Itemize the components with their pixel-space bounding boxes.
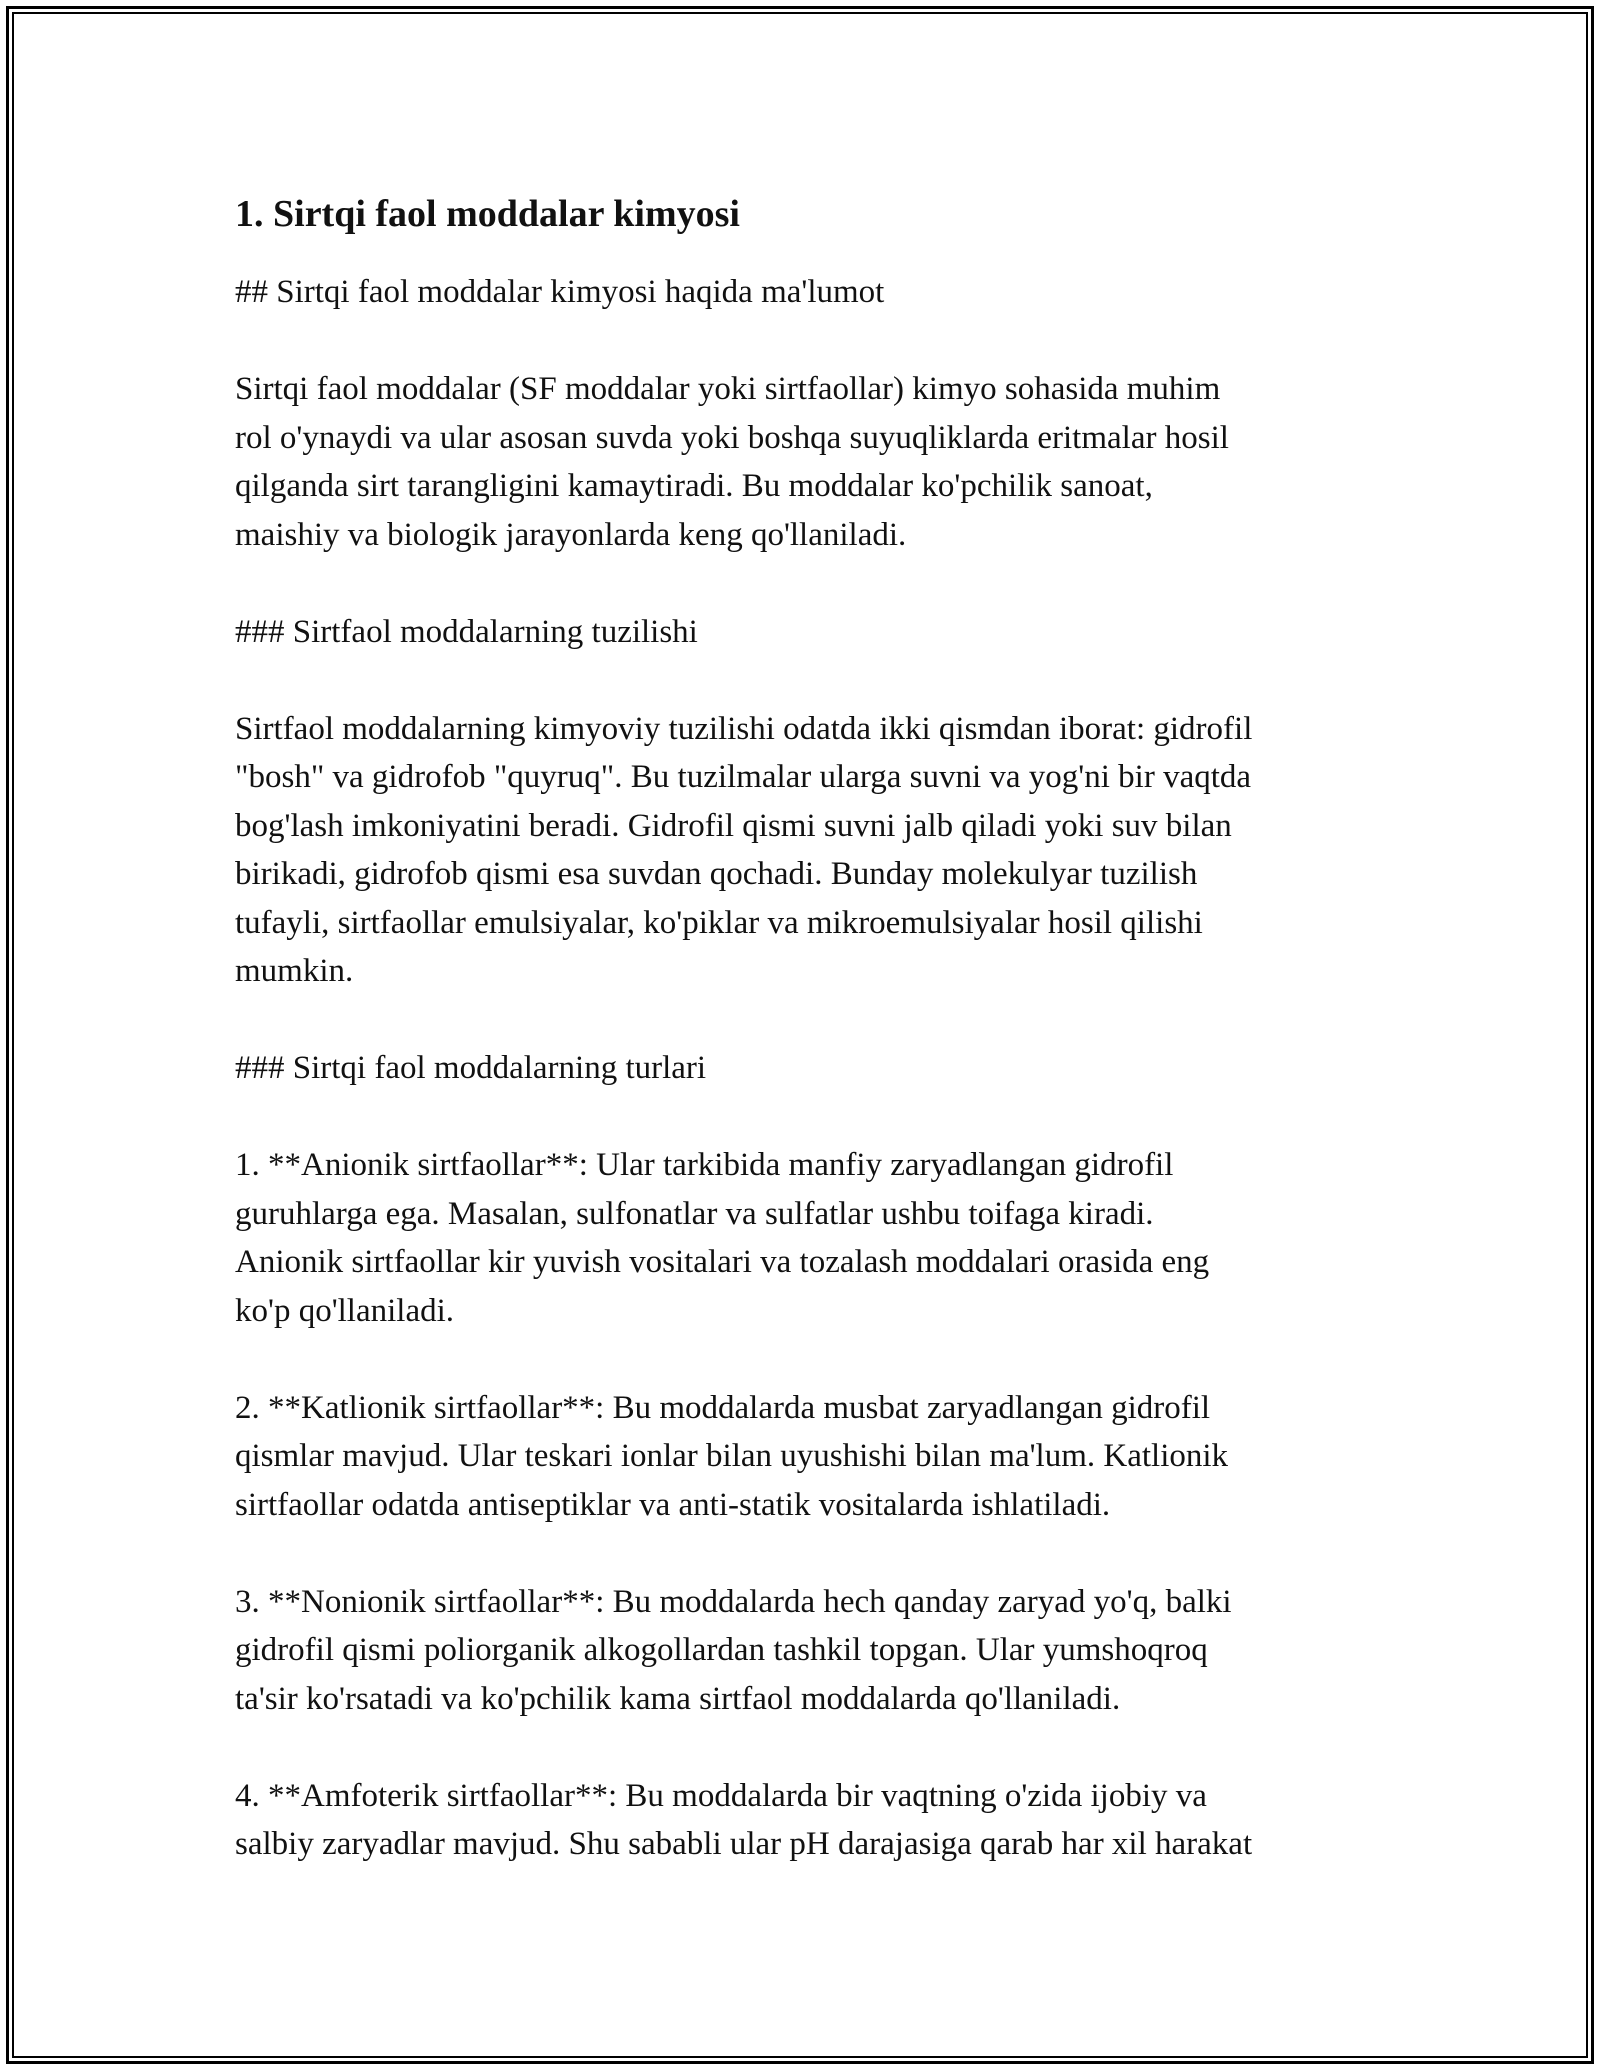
paragraph [235,268,1395,317]
text-line: Anionik sirtfaollar kir yuvish vositalari va tozalash moddalari orasida eng [235,1244,1210,1280]
paragraph-gap [235,1723,1395,1772]
text-line: Sirtqi faol moddalar (SF moddalar yoki sirtfaollar) kimyo sohasida muhim [235,371,1221,407]
text-line: 3. **Nonionik sirtfaollar**: Bu moddalarda hech qanday zaryad yo'q, balki [235,1583,1232,1620]
text-line: ### Sirtfaol moddalarning tuzilishi [235,613,698,650]
paragraph [235,365,1395,559]
document-text [235,268,1395,1869]
paragraph-gap [235,559,1395,608]
text-line: mumkin. [235,953,354,989]
paragraph [235,1044,1395,1093]
text-line: 1. **Anionik sirtfaollar**: Ular tarkibida manfiy zaryadlangan gidrofil [235,1147,1174,1183]
paragraph-gap [235,317,1395,366]
text-line: maishiy va biologik jarayonlarda keng qo'llaniladi. [235,516,907,553]
text-line: bog'lash imkoniyatini beradi. Gidrofil qismi suvni jalb qiladi yoki suv bilan [235,807,1232,844]
paragraph-gap [235,1335,1395,1384]
text-line: gidrofil qismi poliorganik alkogollardan tashkil topgan. Ular yumshoqroq [235,1632,1208,1668]
text-line: tufayli, sirtfaollar emulsiyalar, ko'piklar va mikroemulsiyalar hosil qilishi [235,904,1203,941]
paragraph [235,705,1395,996]
document-body [235,182,1395,1869]
paragraph [235,1578,1395,1724]
text-line: 2. **Katlionik sirtfaollar**: Bu moddalarda musbat zaryadlangan gidrofil [235,1389,1211,1426]
paragraph [235,1772,1395,1869]
paragraph [235,1384,1395,1530]
text-line: Sirtfaol moddalarning kimyoviy tuzilishi odatda ikki qismdan iborat: gidrofil [235,710,1253,747]
text-line: qilganda sirt tarangligini kamaytiradi. Bu moddalar ko'pchilik sanoat, [235,468,1153,504]
text-line: "bosh" va gidrofob "quyruq". Bu tuzilmalar ularga suvni va yog'ni bir vaqtda [235,759,1252,795]
paragraph-gap [235,1529,1395,1578]
paragraph-gap [235,1093,1395,1142]
paragraph [235,608,1395,657]
text-line: guruhlarga ega. Masalan, sulfonatlar va sulfatlar ushbu toifaga kiradi. [235,1195,1154,1232]
text-line: sirtfaollar odatda antiseptiklar va anti-statik vositalarda ishlatiladi. [235,1486,1111,1523]
paragraph-gap [235,996,1395,1045]
paragraph-gap [235,656,1395,705]
text-line: qismlar mavjud. Ular teskari ionlar bilan uyushishi bilan ma'lum. Katlionik [235,1438,1229,1474]
text-line: salbiy zaryadlar mavjud. Shu sababli ular pH darajasiga qarab har xil harakat [235,1826,1253,1862]
text-line: 4. **Amfoterik sirtfaollar**: Bu moddalarda bir vaqtning o'zida ijobiy va [235,1777,1207,1814]
document-title: 1. Sirtqi faol moddalar kimyosi [235,193,740,235]
text-line: rol o'ynaydi va ular asosan suvda yoki boshqa suyuqliklarda eritmalar hosil [235,419,1229,456]
text-line: birikadi, gidrofob qismi esa suvdan qochadi. Bunday molekulyar tuzilish [235,856,1198,892]
text-line: ## Sirtqi faol moddalar kimyosi haqida ma'lumot [235,274,885,310]
text-line: ### Sirtqi faol moddalarning turlari [235,1050,707,1086]
text-line: ta'sir ko'rsatadi va ko'pchilik kama sirtfaol moddalarda qo'llaniladi. [235,1680,1121,1717]
paragraph [235,1141,1395,1335]
text-line: ko'p qo'llaniladi. [235,1292,455,1329]
